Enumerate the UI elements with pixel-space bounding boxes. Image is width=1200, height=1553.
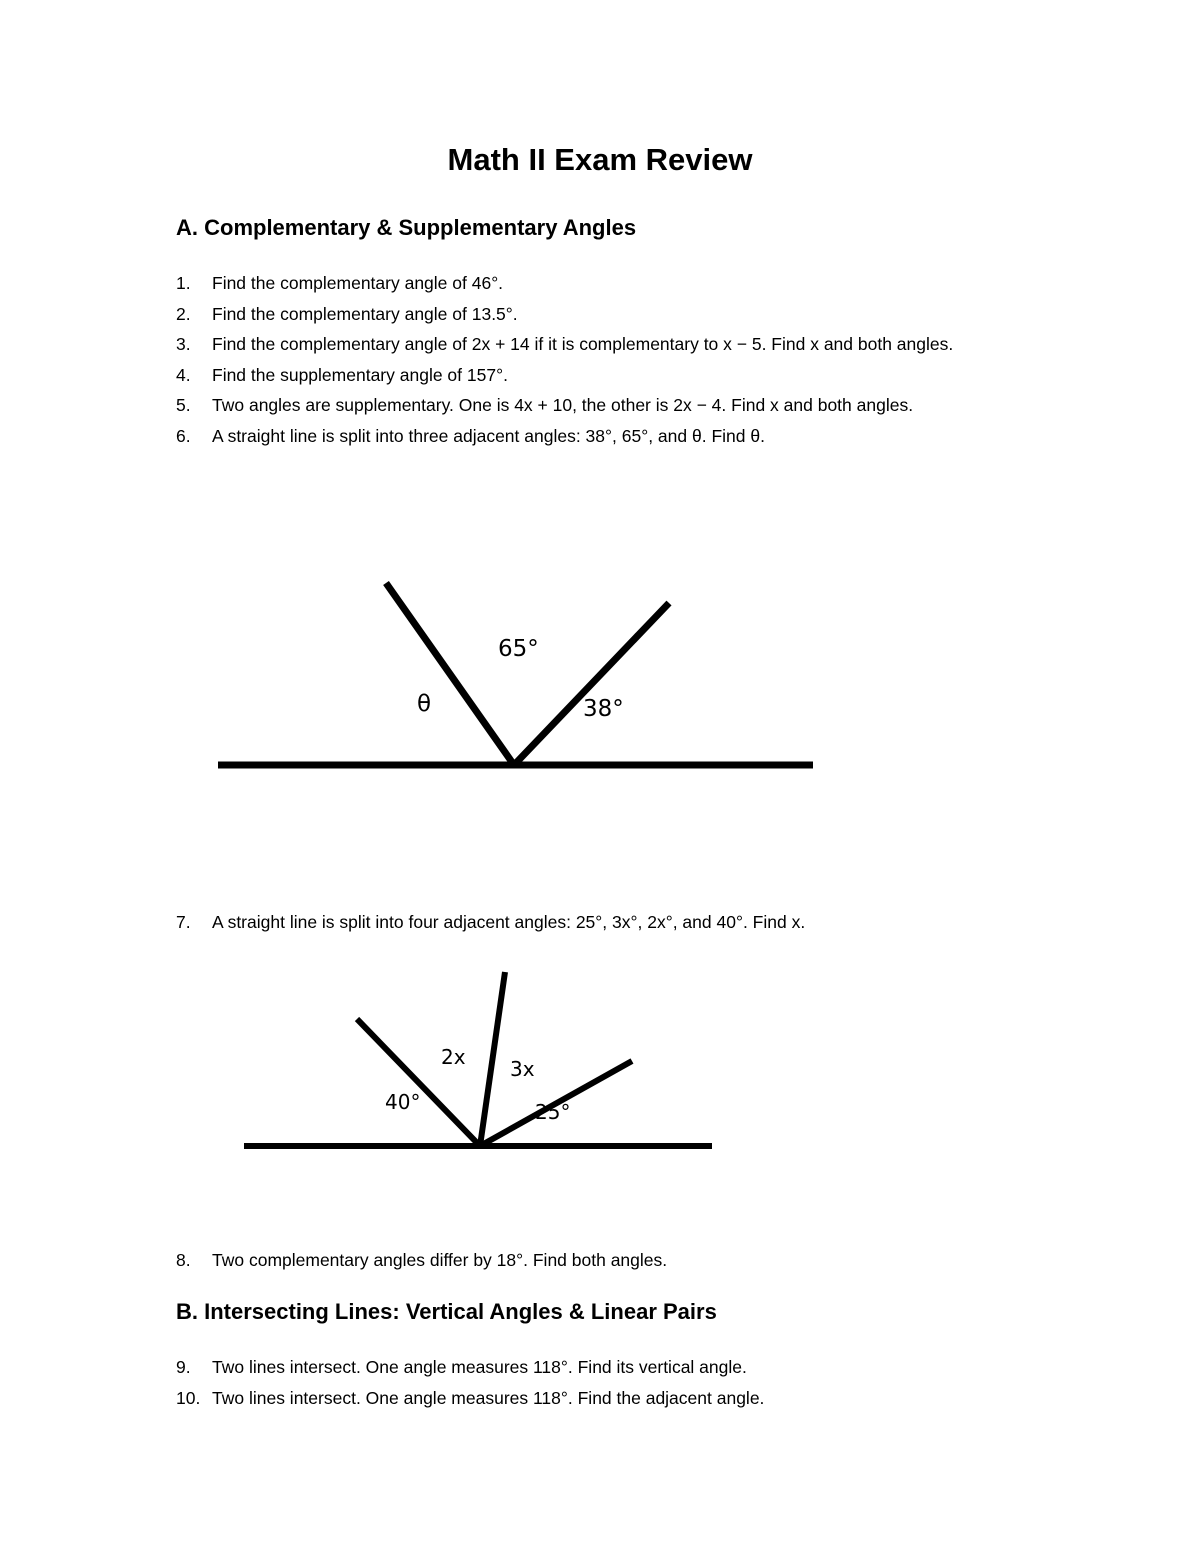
question-text: Two complementary angles differ by 18°. Find both angles. [212,1250,668,1270]
question-number: 8. [176,1250,191,1270]
angle-label-2x: 2x [441,1045,466,1069]
question-list-b [176,1352,1036,1413]
question-text: Two lines intersect. One angle measures 118°. Find the adjacent angle. [212,1387,765,1408]
angle-label-3x: 3x [510,1057,535,1081]
question-number: 3. [176,334,191,354]
section-a-heading: A. Complementary & Supplementary Angles [176,215,637,240]
question-number: 7. [176,912,191,932]
question-text: Find the supplementary angle of 157°. [212,364,508,385]
angle-label-40: 40° [385,1090,421,1114]
question-item [176,1383,1036,1414]
ray-right [514,603,669,765]
ray-left [357,1019,480,1146]
section-b-heading: B. Intersecting Lines: Vertical Angles & Linear Pairs [176,1299,717,1324]
question-item [176,907,1036,938]
angle-label-65: 65° [498,636,539,662]
angle-label-theta: θ [417,691,432,717]
page-title: Math II Exam Review [447,142,753,177]
question-number: 10. [176,1387,201,1408]
question-list-a-continued [176,1245,1036,1276]
question-number: 1. [176,273,191,293]
question-number: 9. [176,1357,191,1377]
question-text: Find the complementary angle of 46°. [212,273,504,293]
question-list-a-continued [176,907,1036,938]
ray-middle [480,972,505,1146]
question-number: 6. [176,425,191,446]
question-number: 4. [176,364,191,385]
question-item [176,1245,1036,1276]
question-text: Two lines intersect. One angle measures 118°. Find its vertical angle. [212,1357,747,1377]
question-text: Find the complementary angle of 13.5°. [212,303,518,324]
three-angle-diagram [218,583,813,765]
question-text: Two angles are supplementary. One is 4x + 10, the other is 2x − 4. Find x and both angles. [212,395,914,415]
ray-left [386,583,514,765]
question-number: 2. [176,303,191,324]
angle-label-25: 25° [535,1100,571,1124]
question-number: 5. [176,395,191,415]
question-item [176,1352,1036,1383]
question-text: A straight line is split into four adjacent angles: 25°, 3x°, 2x°, and 40°. Find x. [212,912,806,932]
angle-label-38: 38° [583,696,624,722]
question-text: Find the complementary angle of 2x + 14 if it is complementary to x − 5. Find x and both angles. [212,334,954,354]
four-angle-diagram [244,972,712,1146]
question-text: A straight line is split into three adjacent angles: 38°, 65°, and θ. Find θ. [212,425,765,446]
